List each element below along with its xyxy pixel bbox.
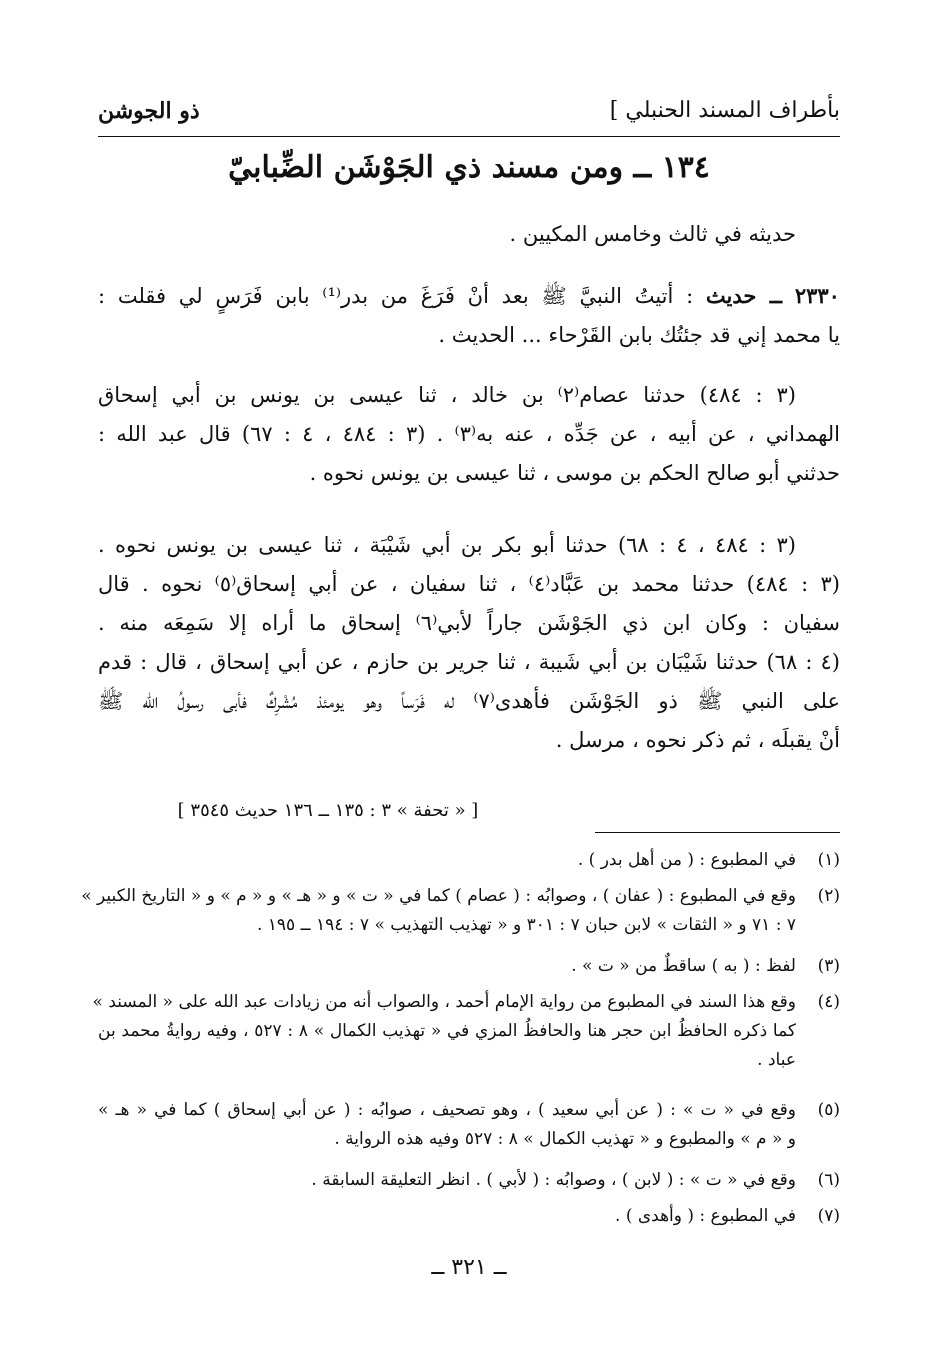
footnote-line: لفظ : ( به ) ساقطٌ من « ت » .	[571, 956, 796, 976]
isnad2-line-4: (٤ : ٦٨) حدثنا شَيْبَان بن أبي شَيبة ، ثنا جرير بن حازم ، عن أبي إسحاق ، قال : قدم	[98, 650, 840, 674]
footnote-line: وقع في « ت » : ( لابن ) ، وصوابُه : ( لأبي ) . انظر التعليقة السابقة .	[311, 1170, 796, 1190]
intro-text: حديثه في ثالث وخامس المكيين .	[509, 222, 796, 246]
tuhfa-reference: [ « تحفة » ٣ : ١٣٥ ــ ١٣٦ حديث ٣٥٤٥ ]	[177, 800, 479, 821]
footnote-line: في المطبوع : ( وأهدى ) .	[615, 1206, 796, 1226]
section-title: ١٣٤ ــ ومن مسند ذي الجَوْشَن الضِّبابيّ	[228, 150, 710, 185]
footnote-line: ٧ : ٧١ و « الثقات » لابن حبان ٧ : ٣٠١ و « تهذيب التهذيب » ٧ : ١٩٤ ــ ١٩٥ .	[256, 915, 796, 935]
isnad2-line-2: (٣ : ٤٨٤) حدثنا محمد بن عَبَّاد⁽٤⁾ ، ثنا سفيان ، عن أبي إسحاق⁽٥⁾ نحوه . قال	[98, 572, 840, 596]
footnote-4	[92, 988, 840, 1075]
footnote-line: كما ذكره الحافظُ ابن حجر هنا والحافظُ المزي في « تهذيب الكمال » ٨ : ٥٢٧ ، وفيه روايةُ محمد بن	[98, 1021, 796, 1041]
hadith-line-1	[98, 276, 840, 316]
footnote-6	[98, 1166, 840, 1195]
page-number: ــ ٣٢١ ــ	[431, 1255, 507, 1280]
isnad1-line-2: الهمداني ، عن أبيه ، عن جَدِّه ، عنه به⁽٣⁾ . (٣ : ٤٨٤ ، ٤ : ٦٧) قال عبد الله :	[98, 422, 840, 446]
isnad2-line-6: أنْ يقبلَه ، ثم ذكر نحوه ، مرسل .	[555, 728, 840, 752]
isnad-paragraph-2	[98, 526, 840, 760]
hadith-paragraph	[98, 276, 840, 355]
footnote-mark: (٦)	[817, 1170, 840, 1190]
isnad1-line-1: (٣ : ٤٨٤) حدثنا عصام⁽٢⁾ بن خالد ، ثنا عيسى بن يونس بن أبي إسحاق	[98, 383, 796, 407]
footnote-5	[98, 1096, 840, 1154]
footnote-line: عباد .	[757, 1050, 796, 1070]
intro-paragraph	[98, 215, 840, 254]
footnote-2	[81, 882, 840, 940]
isnad1-line-3: حدثني أبو صالح الحكم بن موسى ، ثنا عيسى بن يونس نحوه .	[309, 461, 840, 485]
footnote-mark: (٧)	[817, 1206, 840, 1226]
hadith-label: ــ حديث	[705, 283, 783, 308]
footnote-separator	[595, 832, 840, 833]
running-header	[98, 96, 840, 137]
footnote-mark: (٥)	[817, 1100, 840, 1120]
hadith-number: ٢٣٣٠	[794, 283, 840, 308]
footnote-mark: (٤)	[817, 992, 840, 1012]
footnote-mark: (١)	[817, 850, 840, 870]
hadith-text-1: : أتيتُ النبيَّ ﷺ بعد أنْ فَرَغَ من بدر⁽¹⁾ بابن فَرَسٍ لي فقلت :	[98, 284, 694, 308]
isnad2-line-3: سفيان : وكان ابن ذي الجَوْشَن جاراً لأبي⁽٦⁾ إسحاق ما أراه إلا سَمِعَه منه .	[98, 611, 840, 635]
footnote-7	[98, 1202, 840, 1231]
footnote-line: وقع في « ت » : ( عن أبي سعيد ) ، وهو تصحيف ، صوابُه : ( عن أبي إسحاق ) كما في « هـ »	[98, 1100, 796, 1120]
footnote-line: و « م » والمطبوع و « تهذيب الكمال » ٨ : ٥٢٧ وفيه هذه الرواية .	[334, 1129, 796, 1149]
section-name: ذو الجوشن	[98, 98, 200, 124]
footnote-mark: (٣)	[817, 956, 840, 976]
footnote-line: وقع هذا السند في المطبوع من رواية الإمام أحمد ، والصواب أنه من زيادات عبد الله على « المسند »	[92, 992, 796, 1012]
hadith-line-2: يا محمد إني قد جئتُك بابن القَرْحاء ... الحديث .	[438, 323, 840, 347]
footnote-line: وقع في المطبوع : ( عفان ) ، وصوابُه : ( عصام ) كما في « ت » و « هـ » و « م » و « التاريخ الكبير »	[81, 886, 796, 906]
footnote-3	[98, 952, 840, 981]
isnad2-line-1: (٣ : ٤٨٤ ، ٤ : ٦٨) حدثنا أبو بكر بن أبي شَيْبَة ، ثنا عيسى بن يونس نحوه .	[98, 533, 796, 557]
footnote-1	[98, 846, 840, 875]
footnote-mark: (٢)	[817, 886, 840, 906]
footnote-line: في المطبوع : ( من أهل بدر ) .	[577, 850, 796, 870]
running-title: بأطراف المسند الحنبلي ]	[609, 98, 840, 123]
isnad2-line-5: على النبي ﷺ ذو الجَوْشَن فأهدى⁽٧⁾ له فَرَساً وهو يومئذ مُشْرِكٌ فأبى رسولُ الله ﷺ	[98, 689, 840, 713]
isnad-paragraph-1	[98, 376, 840, 493]
